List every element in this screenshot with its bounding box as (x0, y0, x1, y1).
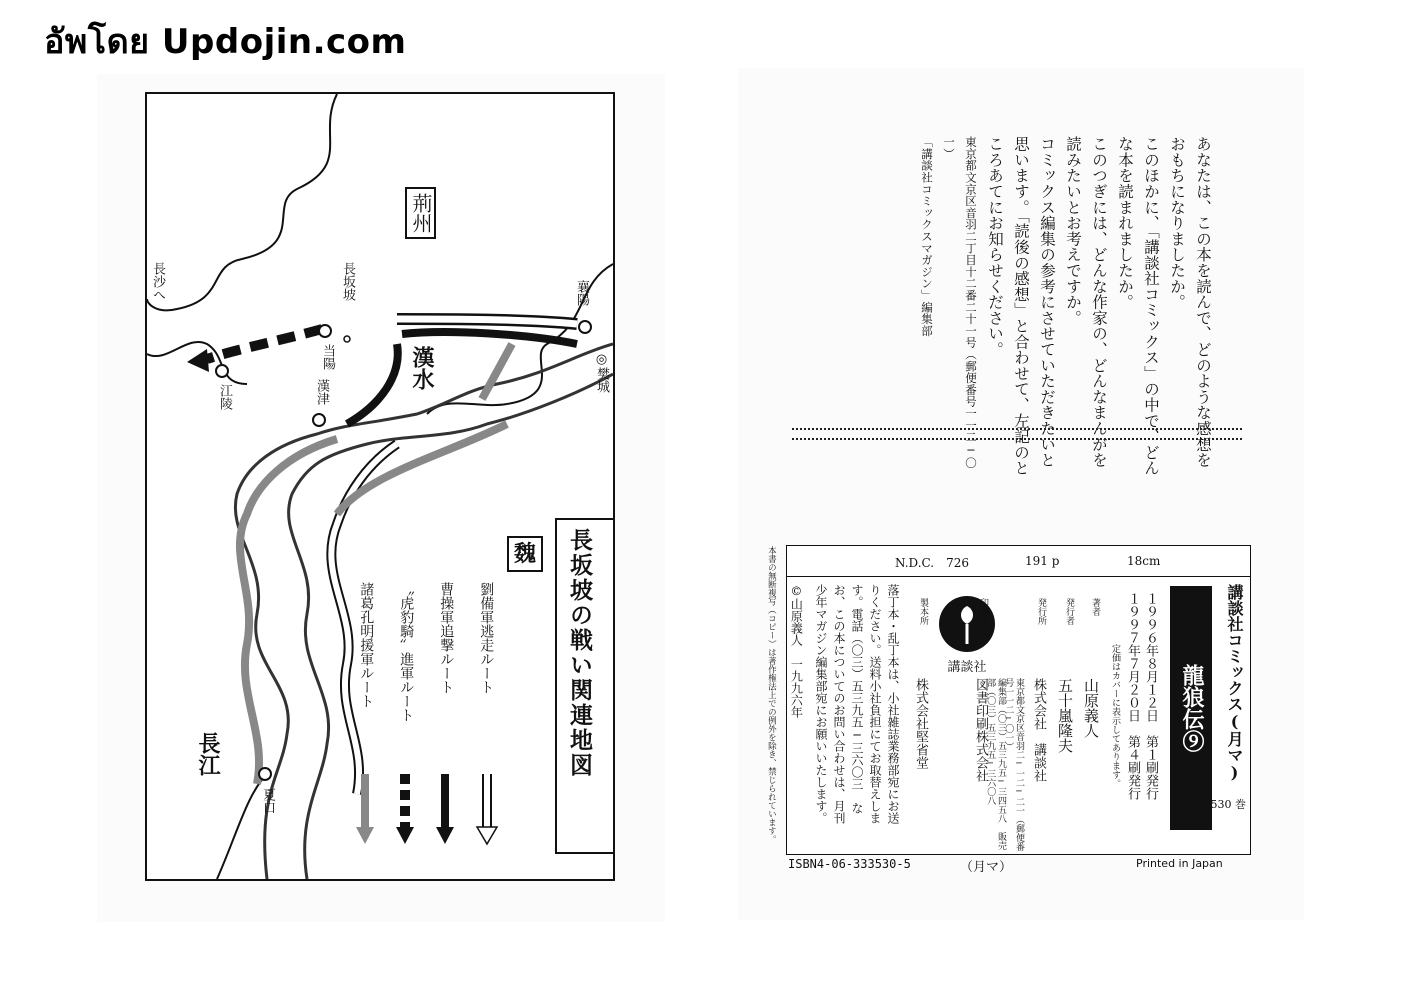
letter-paragraph: あなたは、この本を読んで、どのような感想をおもちになりましたか。 (1168, 136, 1212, 468)
printer-label: 印刷所 (978, 598, 988, 625)
publisher-person: 五十嵐隆夫 (1056, 678, 1074, 753)
price-note: 定価はカバーに表示してあります。 (1110, 644, 1120, 788)
author-name: 山原義人 (1082, 678, 1100, 738)
battle-map (145, 92, 615, 881)
copy-notice: 本書の無断複写（コピー）は著作権法上での例外を除き、禁じられています。 (766, 546, 777, 844)
publisher-name: 株式会社 講談社 (1031, 678, 1046, 782)
watermark-text: อัพโดย Updojin.com (44, 22, 407, 62)
publisher-person-label: 発行者 (1064, 598, 1074, 625)
letter-paragraph: コミックス編集の参考にさせていただきたいと思います。「読後の感想」と合わせて、左記のところあてにお知らせください。 (986, 136, 1056, 476)
isbn: ISBN4-06-333530-5 (788, 857, 911, 871)
place-fancheng-label: ◎樊城 (594, 352, 609, 393)
series-name: 講談社コミックス(月マ) (1225, 584, 1244, 782)
region-wei: 魏 (507, 536, 543, 572)
place-xiakou: 夏口 (260, 788, 275, 814)
region-jingzhou: 荊州 (405, 187, 436, 239)
edition-date-1: １９９６年８月１２日 第１刷発行 (1143, 592, 1158, 800)
legend-item-zhuge: 諸葛孔明援軍ルート (358, 582, 375, 708)
river-changjiang: 長江 (195, 732, 221, 776)
colophon-box (786, 545, 1251, 855)
copyright: ©山原義人 一九九六年 (789, 584, 804, 718)
place-changbanpo: 長坂坡 (340, 262, 355, 301)
publisher-label: 発行所 (1036, 598, 1046, 625)
ndc-code: N.D.C. 726 (895, 556, 970, 570)
printed-in: Printed in Japan (1136, 857, 1223, 870)
binder-label: 製本所 (918, 598, 928, 625)
legend-item-tigercavalry: 〝虎豹騎〟進軍ルート (398, 582, 415, 722)
book-size: 18cm (1127, 554, 1161, 568)
letter-address: 東京都文京区音羽二丁目十二番二十一号（郵便番号一一二─〇一） (942, 136, 978, 469)
reader-letter (886, 136, 1216, 476)
letter-paragraph: このほかに、「講談社コミックス」の中で、どんな本を読まれましたか。 (1116, 136, 1160, 476)
letter-paragraph: このつぎには、どんな作家の、どんなまんがを読みたいとお考えですか。 (1064, 136, 1108, 468)
publisher-logo-text: 講談社 (947, 660, 987, 675)
decorative-divider (792, 428, 1242, 440)
legend-title: 長坂坡の戦い関連地図 (566, 528, 593, 778)
author-label: 著者 (1090, 598, 1100, 616)
letter-department: 「講談社コミックスマガジン」編集部 (920, 136, 934, 337)
colophon-page (738, 68, 1304, 920)
place-hanjin: 漢津 (314, 379, 329, 405)
place-dangyang: 当陽 (320, 344, 335, 370)
magazine-code: （月マ） (960, 860, 1013, 875)
legend-item-liubei: 劉備軍逃走ルート (478, 582, 495, 694)
volume-number: 530 巻 (1210, 798, 1246, 811)
page-count: 191 p (1025, 554, 1060, 568)
river-hanshui: 漢水 (409, 346, 435, 390)
book-title: 龍狼伝⑨ (1170, 586, 1212, 830)
replacement-notice: 落丁本・乱丁本は、小社雑誌業務部宛にお送りください。送料小社負担にてお取替えします。電話（〇三）五三九五─三六〇三 なお、この本についてのお問い合わせは、月刊少年マガジン編集部宛にお願いいたします。 (814, 584, 900, 824)
publisher-logo-icon (937, 594, 997, 654)
binder-name: 株式会社堅省堂 (913, 678, 928, 769)
edition-date-2: １９９７年７月２０日 第４刷発行 (1125, 592, 1140, 800)
place-xiangyang: 襄陽 (574, 280, 589, 306)
map-page (97, 74, 665, 922)
legend-item-caocao: 曹操軍追撃ルート (438, 582, 455, 694)
publisher-phones: 編集部（〇三）五三九五─三四五八 販売部（〇三）五三九五─三六〇八 (985, 678, 1006, 850)
place-to-changsha: 長沙へ (150, 262, 165, 301)
publisher-address: 東京都文京区音羽二─一二─二一（郵便番号一一二─〇一） (1003, 678, 1024, 851)
colophon-header (787, 546, 1250, 577)
printer-name: 図書印刷株式会社 (973, 678, 988, 782)
place-jiangling: 江陵 (217, 384, 232, 410)
